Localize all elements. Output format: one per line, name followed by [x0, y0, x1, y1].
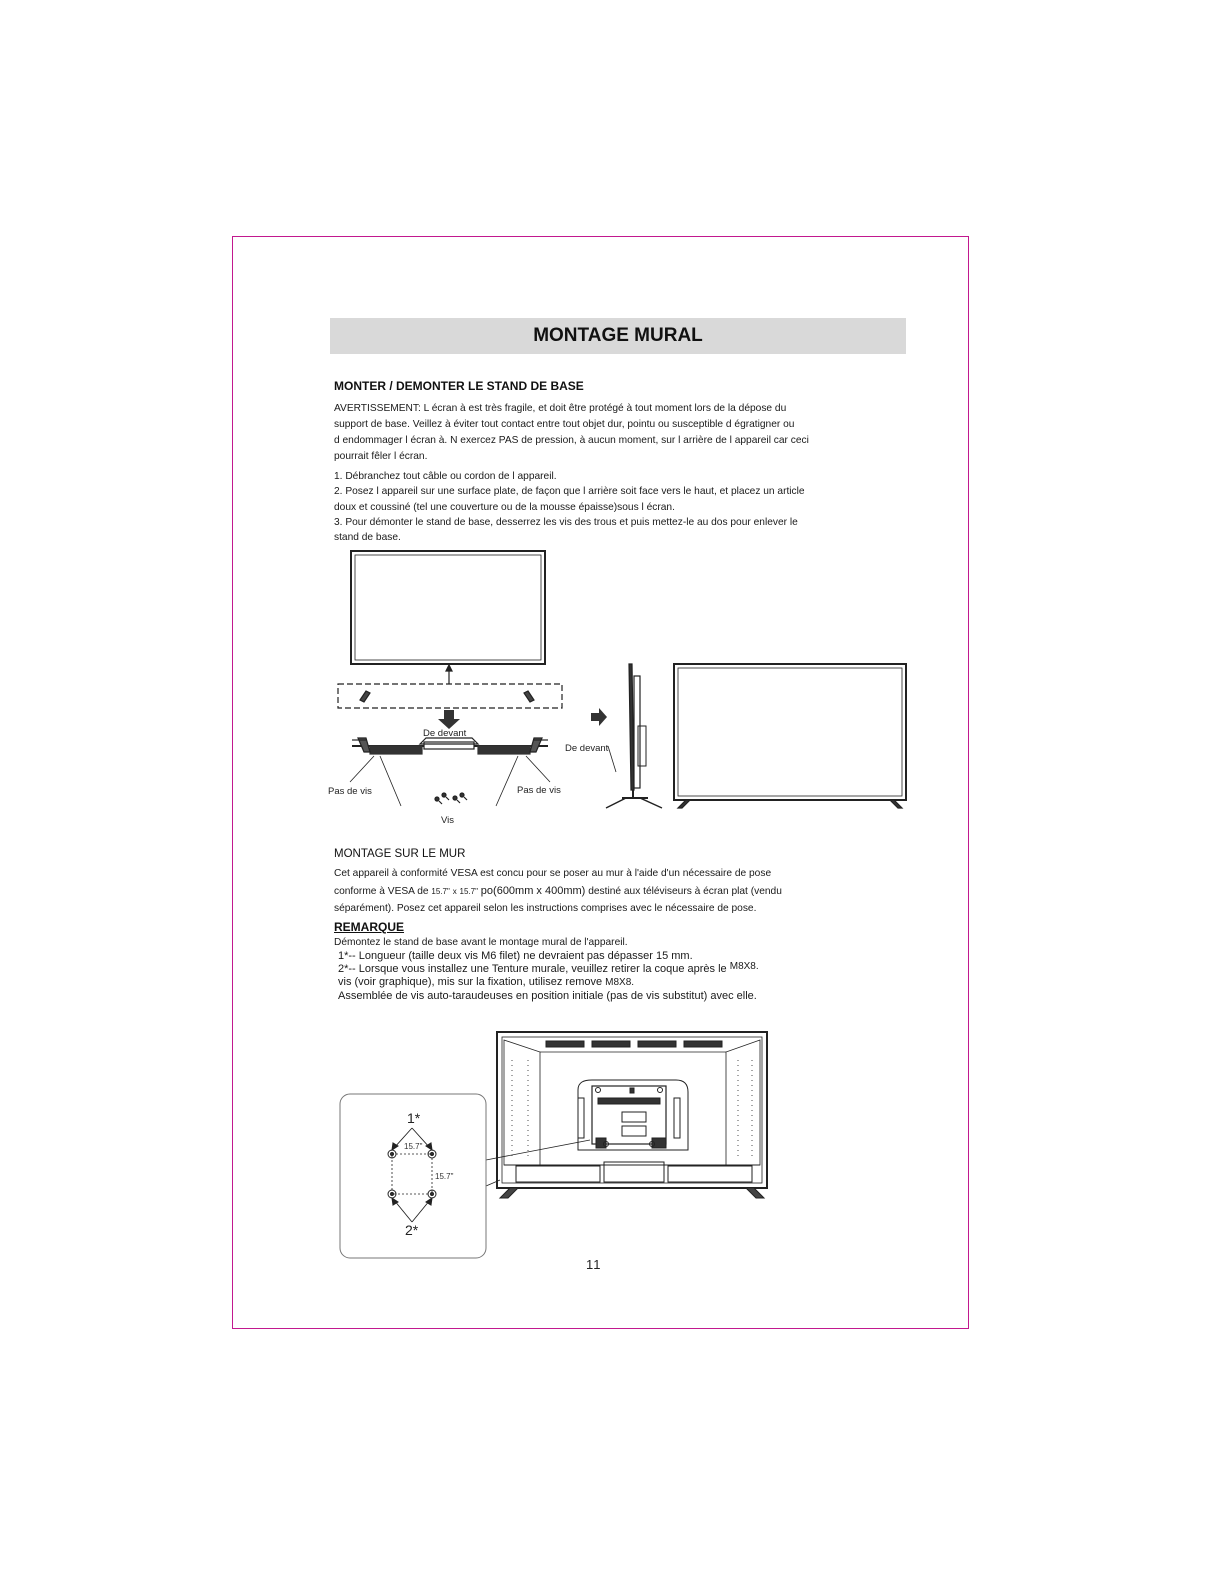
section-heading-wall: MONTAGE SUR LE MUR — [334, 848, 466, 860]
label-screw-hole-right: Pas de vis — [517, 785, 561, 796]
remark-heading: REMARQUE — [334, 920, 405, 934]
section-heading-stand: MONTER / DEMONTER LE STAND DE BASE — [334, 379, 584, 393]
step-line: doux et coussiné (tel une couverture ou de la mousse épaisse)sous l écran. — [334, 501, 675, 513]
label-screw-hole-left: Pas de vis — [328, 786, 372, 797]
remark-note-text: 2*-- Lorsque vous installez une Tenture murale, veuillez retirer la coque après le — [338, 962, 727, 975]
vesa-times: x — [452, 886, 457, 896]
step-line: 2. Posez l appareil sur une surface plate, de façon que l arrière soit face vers le haut, et placez un article — [334, 486, 805, 498]
vesa-line: séparément). Posez cet appareil selon les instructions comprises avec le nécessaire de pose. — [334, 903, 757, 914]
callout-label-1: 1* — [407, 1110, 421, 1126]
remark-note: 1*-- Longueur (taille deux vis M6 filet) ne devraient pas dépasser 15 mm. — [338, 950, 693, 962]
step-line: 3. Pour démonter le stand de base, desserrez les vis des trous et puis mettez-le au dos pour enlever le — [334, 516, 798, 528]
warning-line: AVERTISSEMENT: L écran à est très fragile, et doit être protégé à tout moment lors de la dépose du — [334, 403, 787, 414]
remark-screw-size: M8X8. — [729, 960, 759, 972]
vesa-dimension: 15.7" — [431, 886, 450, 896]
page-title: MONTAGE MURAL — [330, 318, 906, 354]
page-number: 11 — [586, 1257, 602, 1272]
vesa-dimension: 15.7" — [459, 886, 478, 896]
warning-line: d endommager l écran à. N exercez PAS de pression, à aucun moment, sur l arrière de l appareil car ceci — [334, 435, 809, 446]
vesa-text: conforme à VESA de — [334, 885, 429, 897]
remark-line: Démontez le stand de base avant le montage mural de l'appareil. — [334, 937, 628, 948]
vesa-line: Cet appareil à conformité VESA est concu pour se poser au mur à l'aide d'un nécessaire de pose — [334, 868, 772, 879]
callout-label-2: 2* — [405, 1222, 419, 1238]
remark-screw-size: M8X8. — [605, 977, 635, 988]
vesa-text: destiné aux téléviseurs à écran plat (vendu — [588, 885, 782, 897]
step-line: 1. Débranchez tout câble ou cordon de l appareil. — [334, 471, 557, 482]
dimension-vertical: 15.7" — [435, 1172, 454, 1181]
step-line: stand de base. — [334, 532, 401, 544]
warning-line: support de base. Veillez à éviter tout contact entre tout objet dur, pointu ou susceptible d égratigner ou — [334, 419, 795, 430]
label-front-2: De devant — [565, 743, 609, 754]
label-screws: Vis — [441, 815, 455, 826]
warning-line: pourrait fêler l écran. — [334, 451, 428, 462]
dimension-horizontal: 15.7" — [404, 1142, 423, 1151]
label-front-1: De devant — [423, 728, 467, 739]
vesa-metric: po(600mm x 400mm) — [480, 884, 586, 897]
remark-note-text: vis (voir graphique), mis sur la fixation, utilisez remove — [338, 976, 603, 988]
remark-note: Assemblée de vis auto-taraudeuses en position initiale (pas de vis substitut) avec elle. — [338, 989, 757, 1002]
